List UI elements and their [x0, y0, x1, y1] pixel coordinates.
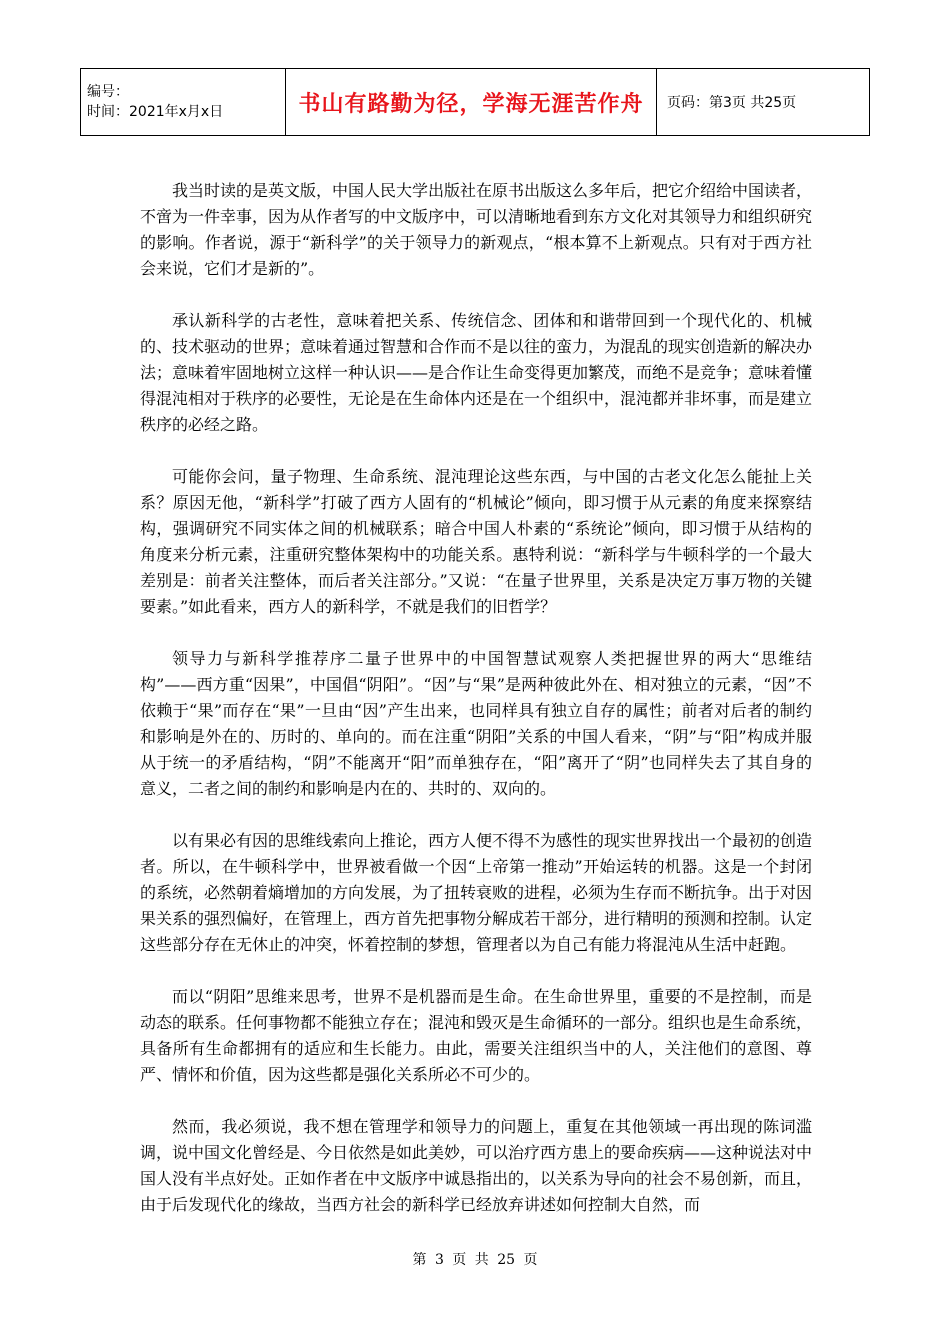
paragraph: 领导力与新科学推荐序二量子世界中的中国智慧试观察人类把握世界的两大“思维结构”——西方重“因果”，中国倡“阴阳”。“因”与“果”是两种彼此外在、相对独立的元素，“因”不依赖于“果”而存在“果”一旦由“因”产生出来，也同样具有独立自存的属性；前者对后者的制约和影响是外在的、历时的、单向的。而在注重“阴阳”关系的中国人看来，“阴”与“阳”构成并服从于统一的矛盾结构，“阴”不能离开“阳”而单独存在，“阳”离开了“阴”也同样失去了其自身的意义，二者之间的制约和影响是内在的、共时的、双向的。 [140, 649, 812, 798]
paragraph: 而以“阴阳”思维来思考，世界不是机器而是生命。在生命世界里，重要的不是控制，而是动态的联系。任何事物都不能独立存在；混沌和毁灭是生命循环的一部分。组织也是生命系统，具备所有生命都拥有的适应和生长能力。由此，需要关注组织当中的人，关注他们的意图、尊严、情怀和价值，因为这些都是强化关系所必不可少的。 [140, 987, 813, 1084]
header-motto: 书山有路勤为径，学海无涯苦作舟 [286, 69, 657, 136]
paragraph: 可能你会问，量子物理、生命系统、混沌理论这些东西，与中国的古老文化怎么能扯上关系？原因无他，“新科学”打破了西方人固有的“机械论”倾向，即习惯于从元素的角度来探察结构，强调研究不同实体之间的机械联系；暗合中国人朴素的“系统论”倾向，即习惯于从结构的角度来分析元素，注重研究整体架构中的功能关系。惠特利说：“新科学与牛顿科学的一个最大差别是：前者关注整体，而后者关注部分。”又说：“在量子世界里，关系是决定万事万物的关键要素。”如此看来，西方人的新科学，不就是我们的旧哲学？ [140, 467, 812, 616]
paragraph: 以有果必有因的思维线索向上推论，西方人便不得不为感性的现实世界找出一个最初的创造者。所以，在牛顿科学中，世界被看做一个因“上帝第一推动”开始运转的机器。这是一个封闭的系统，必然朝着熵增加的方向发展，为了扭转衰败的进程，必须为生存而不断抗争。出于对因果关系的强烈偏好，在管理上，西方首先把事物分解成若干部分，进行精明的预测和控制。认定这些部分存在无休止的冲突，怀着控制的梦想，管理者以为自己有能力将混沌从生活中赶跑。 [140, 831, 813, 954]
header-table [80, 68, 870, 136]
document-body [140, 178, 812, 1244]
document-date: 时间：2021年x月x日 [87, 104, 224, 120]
page-footer: 第 3 页 共 25 页 [412, 1252, 538, 1268]
document-number-label: 编号： [87, 84, 129, 100]
paragraph: 然而，我必须说，我不想在管理学和领导力的问题上，重复在其他领域一再出现的陈词滥调，说中国文化曾经是、今日依然是如此美妙，可以治疗西方患上的要命疾病——这种说法对中国人没有半点好处。正如作者在中文版序中诚恳指出的，以关系为导向的社会不易创新，而且，由于后发现代化的缘故，当西方社会的新科学已经放弃讲述如何控制大自然，而 [140, 1117, 813, 1214]
paragraph: 我当时读的是英文版，中国人民大学出版社在原书出版这么多年后，把它介绍给中国读者，不啻为一件幸事，因为从作者写的中文版序中，可以清晰地看到东方文化对其领导力和组织研究的影响。作者说，源于“新科学”的关于领导力的新观点，“根本算不上新观点。只有对于西方社会来说，它们才是新的”。 [140, 181, 813, 278]
header-info-cell [81, 69, 286, 136]
paragraph: 承认新科学的古老性，意味着把关系、传统信念、团体和和谐带回到一个现代化的、机械的、技术驱动的世界；意味着通过智慧和合作而不是以往的蛮力，为混乱的现实创造新的解决办法；意味着牢固地树立这样一种认识——是合作让生命变得更加繁茂，而绝不是竞争；意味着懂得混沌相对于秩序的必要性，无论是在生命体内还是在一个组织中，混沌都并非坏事，而是建立秩序的必经之路。 [140, 311, 813, 434]
header-page-info: 页码：第3页 共25页 [657, 69, 870, 136]
